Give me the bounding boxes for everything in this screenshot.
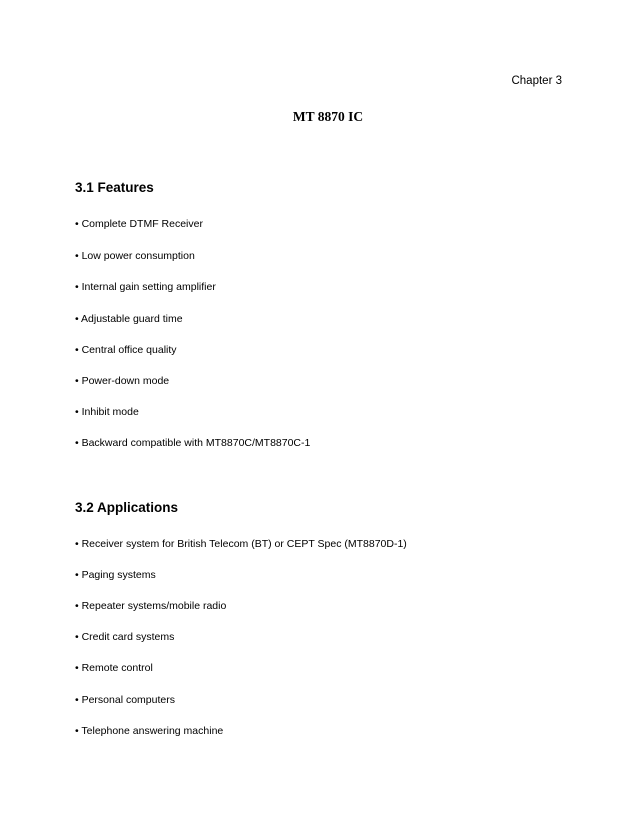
list-item: • Power-down mode	[75, 375, 170, 387]
list-item: • Low power consumption	[75, 250, 195, 262]
list-item: • Adjustable guard time	[75, 313, 183, 325]
page-title-text: MT 8870 IC	[292, 109, 364, 124]
list-item: • Central office quality	[75, 344, 177, 356]
list-item: • Repeater systems/mobile radio	[75, 600, 227, 612]
list-item: • Telephone answering machine	[75, 725, 224, 737]
page-title	[0, 109, 638, 125]
list-item: • Personal computers	[75, 694, 175, 706]
list-item: • Receiver system for British Telecom (BT) or CEPT Spec (MT8870D-1)	[75, 538, 407, 550]
list-item: • Complete DTMF Receiver	[75, 218, 203, 230]
chapter-label: Chapter 3	[511, 75, 562, 87]
list-item: • Inhibit mode	[75, 406, 139, 418]
list-item: • Credit card systems	[75, 631, 175, 643]
list-item: • Backward compatible with MT8870C/MT8870C-1	[75, 437, 311, 449]
list-item: • Paging systems	[75, 569, 156, 581]
applications-heading: 3.2 Applications	[75, 500, 179, 515]
features-heading: 3.1 Features	[75, 180, 154, 195]
list-item: • Internal gain setting amplifier	[75, 281, 216, 293]
list-item: • Remote control	[75, 662, 153, 674]
